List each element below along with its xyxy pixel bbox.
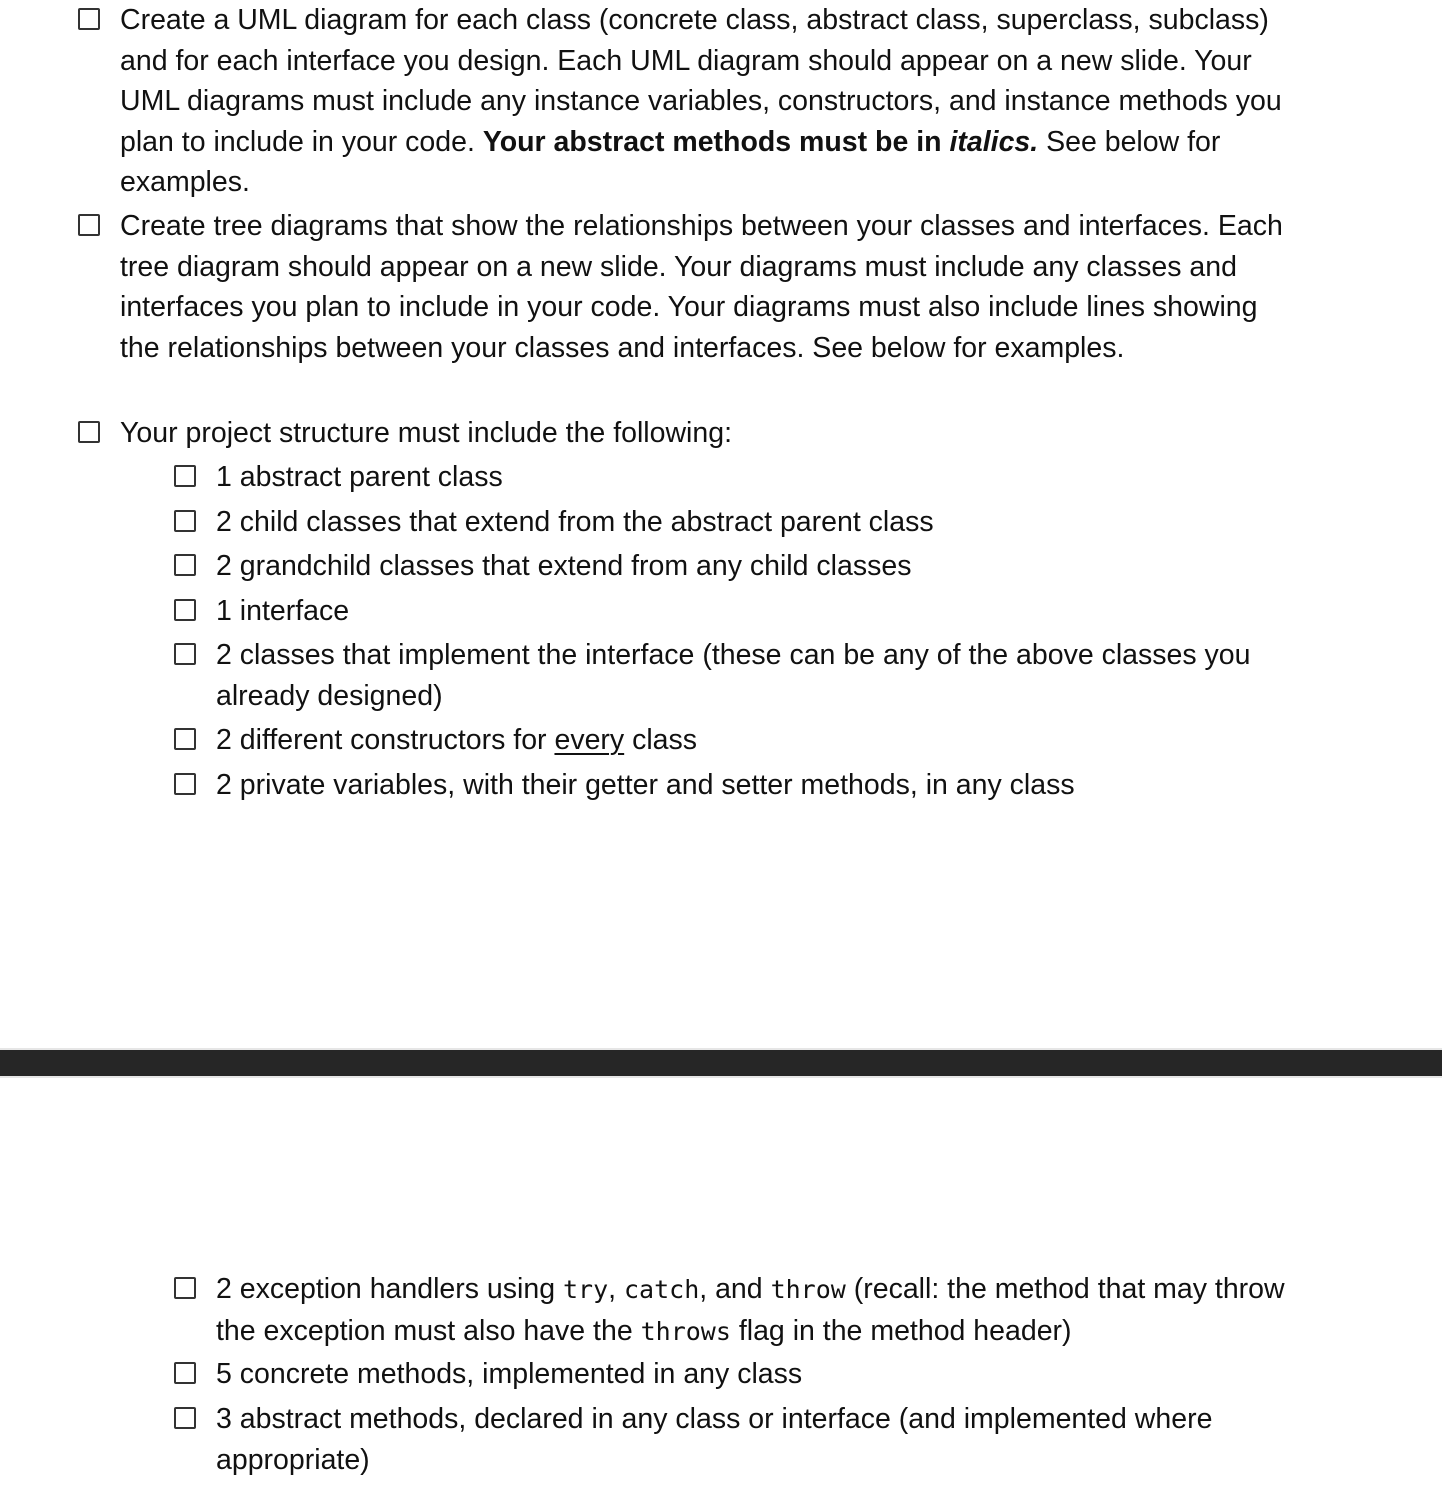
- checkbox-tree-diagrams[interactable]: [78, 214, 100, 236]
- subitem-text: 2 classes that implement the interface (these can be any of the above classes you already designed): [216, 639, 1251, 712]
- document-page-2: [0, 1078, 1442, 1505]
- checklist-subitem-child-classes: [216, 502, 1286, 543]
- checklist-item-project-structure: [120, 413, 1300, 454]
- checkbox-concrete-methods[interactable]: [174, 1362, 196, 1384]
- exceptions-text-1: 2 exception handlers using: [216, 1273, 563, 1305]
- checklist-subitem-abstract-parent: [216, 457, 1286, 498]
- uml-item-text: Create a UML diagram for each class (concrete class, abstract class, superclass, subclass) and for each interface you design. Each UML diagram should appear on a new slide. Your UML diagrams must include any instance variables, constructors, and instance methods you plan to include in your code.: [120, 4, 1282, 158]
- checklist-subitem-concrete-methods: [216, 1354, 1286, 1395]
- constructors-underlined-word: every: [554, 724, 625, 756]
- constructors-text-after: class: [624, 724, 698, 756]
- checkbox-constructors[interactable]: [174, 728, 196, 750]
- checklist-subitem-constructors: [216, 720, 1286, 761]
- exceptions-text-4: (recall: the method that may throw the exception must also have the: [216, 1273, 1285, 1347]
- checklist-item-uml-diagrams: [120, 0, 1300, 203]
- tree-item-text: Create tree diagrams that show the relationships between your classes and interfaces. Each tree diagram should appear on a new slide. Your diagrams must include any classes and interfaces you plan to include in your code. Your diagrams must also include lines showing the relationships between your classes and interfaces. See below for examples.: [120, 210, 1283, 364]
- subitem-text: 2 child classes that extend from the abstract parent class: [216, 506, 934, 538]
- checkbox-exception-handlers[interactable]: [174, 1277, 196, 1299]
- checklist-subitem-grandchild-classes: [216, 546, 1286, 587]
- page-break-separator: [0, 1048, 1442, 1078]
- code-try: try: [562, 1275, 609, 1304]
- subitem-text: 1 interface: [216, 595, 350, 627]
- constructors-text-before: 2 different constructors for: [216, 724, 555, 756]
- checklist-subitem-private-variables: [216, 765, 1286, 806]
- checklist-item-tree-diagrams: [120, 206, 1300, 368]
- checkbox-child-classes[interactable]: [174, 510, 196, 532]
- uml-item-bold-text: Your abstract methods must be in: [482, 125, 950, 158]
- checklist-subitem-abstract-methods: [216, 1399, 1286, 1480]
- checkbox-interface[interactable]: [174, 599, 196, 621]
- code-catch: catch: [623, 1275, 700, 1304]
- checkbox-grandchild-classes[interactable]: [174, 554, 196, 576]
- checkbox-private-variables[interactable]: [174, 773, 196, 795]
- subitem-text: 2 private variables, with their getter and setter methods, in any class: [216, 769, 1075, 801]
- uml-item-text-after: See below for examples.: [120, 125, 1221, 198]
- subitem-text: 2 grandchild classes that extend from any child classes: [216, 550, 912, 582]
- checklist-subitem-implement-interface: [216, 635, 1286, 716]
- exceptions-text-5: flag in the method header): [730, 1314, 1072, 1347]
- checklist-subitem-exception-handlers: [216, 1269, 1286, 1352]
- checkbox-abstract-parent[interactable]: [174, 465, 196, 487]
- checkbox-uml-diagrams[interactable]: [78, 8, 100, 30]
- subitem-text: 3 abstract methods, declared in any class or interface (and implemented where appropriate): [216, 1403, 1213, 1476]
- exceptions-text-3: , and: [699, 1273, 771, 1305]
- uml-item-bold-italic-text: italics.: [949, 125, 1039, 158]
- exceptions-text-2: ,: [608, 1273, 624, 1305]
- subitem-text: 5 concrete methods, implemented in any class: [216, 1358, 803, 1390]
- structure-item-text: Your project structure must include the following:: [120, 417, 733, 449]
- checklist-subitem-interface: [216, 591, 1286, 632]
- code-throw: throw: [770, 1275, 846, 1304]
- code-throws: throws: [640, 1316, 731, 1346]
- subitem-text: 1 abstract parent class: [216, 461, 503, 493]
- checkbox-project-structure[interactable]: [78, 421, 100, 443]
- checkbox-implement-interface[interactable]: [174, 643, 196, 665]
- checkbox-abstract-methods[interactable]: [174, 1407, 196, 1429]
